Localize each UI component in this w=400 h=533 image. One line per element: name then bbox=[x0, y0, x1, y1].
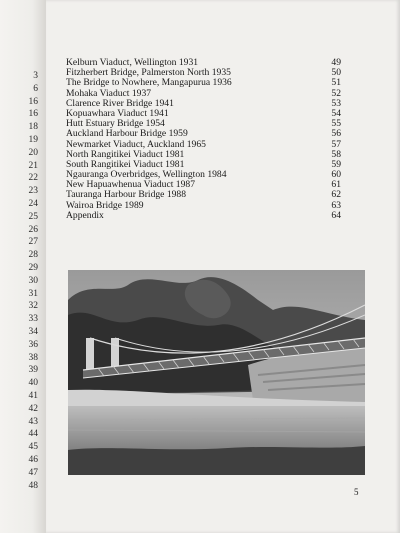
toc-entry-title: Clarence River Bridge 1941 bbox=[66, 98, 174, 109]
previous-page-number: 6 bbox=[33, 83, 38, 94]
previous-page-number: 48 bbox=[28, 480, 38, 491]
previous-page-number: 16 bbox=[28, 109, 38, 120]
previous-page-number: 42 bbox=[28, 403, 38, 414]
previous-page-number: 16 bbox=[28, 96, 38, 107]
toc-entry-page: 52 bbox=[331, 87, 341, 99]
toc-entry bbox=[66, 150, 341, 160]
toc-entry-title: Tauranga Harbour Bridge 1988 bbox=[66, 190, 187, 201]
page-number: 5 bbox=[354, 487, 359, 497]
toc-entry bbox=[66, 170, 341, 180]
toc-entry bbox=[66, 109, 341, 119]
toc-entry-title: Ngauranga Overbridges, Wellington 1984 bbox=[66, 170, 227, 181]
toc-entry bbox=[66, 129, 341, 139]
previous-page-number: 20 bbox=[28, 147, 38, 158]
toc-entry-title: Mohaka Viaduct 1937 bbox=[66, 88, 152, 99]
toc-entry-title: Wairoa Bridge 1989 bbox=[66, 200, 144, 211]
previous-page-number: 44 bbox=[28, 429, 38, 440]
previous-page-number: 34 bbox=[28, 327, 38, 337]
toc-entry-title: New Hapuawhenua Viaduct 1987 bbox=[66, 180, 195, 191]
previous-page-number: 39 bbox=[28, 365, 38, 376]
toc-entry-page: 60 bbox=[331, 169, 341, 181]
previous-page-number: 45 bbox=[28, 442, 38, 453]
previous-page-number: 25 bbox=[28, 211, 38, 222]
previous-page-number: 24 bbox=[28, 199, 38, 209]
bridge-photo-illustration bbox=[68, 270, 365, 475]
toc-entry bbox=[66, 140, 341, 150]
toc-entry-title: Hutt Estuary Bridge 1954 bbox=[66, 119, 165, 130]
previous-page-number: 46 bbox=[28, 455, 38, 465]
previous-page-number: 27 bbox=[28, 237, 38, 248]
toc-entry-title: Newmarket Viaduct, Auckland 1965 bbox=[66, 139, 206, 150]
toc-entry bbox=[66, 99, 341, 109]
toc-entry-title: South Rangitikei Viaduct 1981 bbox=[66, 159, 185, 170]
previous-page-number: 32 bbox=[28, 301, 38, 312]
previous-page-number: 3 bbox=[33, 71, 38, 81]
toc-entry-page: 56 bbox=[331, 128, 341, 140]
toc-entry-title: Auckland Harbour Bridge 1959 bbox=[66, 129, 188, 140]
toc-entry-title: Fitzherbert Bridge, Palmerston North 1935 bbox=[66, 68, 231, 79]
previous-page-number: 21 bbox=[28, 160, 38, 171]
previous-page-number: 40 bbox=[28, 378, 38, 389]
toc-entry-page: 59 bbox=[331, 158, 341, 170]
previous-page-number: 43 bbox=[28, 416, 38, 427]
toc-entry bbox=[66, 68, 341, 78]
toc-entry-title: Kelburn Viaduct, Wellington 1931 bbox=[66, 58, 199, 68]
previous-page-number: 26 bbox=[28, 224, 38, 235]
toc-entry-page: 57 bbox=[331, 138, 341, 150]
previous-page-number: 22 bbox=[28, 173, 38, 184]
previous-page-number: 47 bbox=[28, 467, 38, 478]
toc-entry-page: 49 bbox=[331, 57, 341, 68]
previous-page-number: 41 bbox=[28, 391, 38, 401]
toc-entry-title: Appendix bbox=[66, 210, 104, 221]
toc-entry-page: 53 bbox=[331, 97, 341, 109]
toc-entry bbox=[66, 78, 341, 88]
toc-entry-title: Kopuawhara Viaduct 1941 bbox=[66, 108, 169, 119]
toc-entry-page: 50 bbox=[331, 67, 341, 79]
toc-entry-page: 64 bbox=[331, 209, 341, 221]
previous-page-number: 28 bbox=[28, 250, 38, 261]
previous-page-number: 36 bbox=[28, 339, 38, 350]
toc-entry-page: 51 bbox=[331, 77, 341, 89]
toc-entry-page: 61 bbox=[331, 179, 341, 191]
toc-entry bbox=[66, 89, 341, 99]
previous-page-strip bbox=[0, 0, 46, 533]
toc-entry bbox=[66, 190, 341, 200]
suspension-bridge-photo bbox=[68, 270, 365, 475]
toc-entry-page: 58 bbox=[331, 148, 341, 160]
toc-entry-page: 55 bbox=[331, 118, 341, 130]
toc-entry bbox=[66, 160, 341, 170]
previous-page-number: 38 bbox=[28, 352, 38, 363]
toc-entry-title: North Rangitikei Viaduct 1981 bbox=[66, 149, 185, 160]
table-of-contents bbox=[66, 58, 341, 221]
previous-page-number: 23 bbox=[28, 186, 38, 197]
previous-page-number: 30 bbox=[28, 275, 38, 286]
toc-entry-page: 54 bbox=[331, 107, 341, 119]
toc-entry bbox=[66, 180, 341, 190]
previous-page-number: 33 bbox=[28, 314, 38, 325]
toc-entry-page: 63 bbox=[331, 199, 341, 211]
previous-page-number: 18 bbox=[28, 122, 38, 133]
toc-entry bbox=[66, 211, 341, 221]
toc-entry bbox=[66, 58, 341, 68]
toc-entry-title: The Bridge to Nowhere, Mangapurua 1936 bbox=[66, 78, 232, 89]
previous-page-number: 29 bbox=[28, 263, 38, 273]
toc-entry-page: 62 bbox=[331, 189, 341, 201]
previous-page-number: 19 bbox=[28, 135, 38, 145]
toc-entry bbox=[66, 119, 341, 129]
previous-page-number: 31 bbox=[28, 288, 38, 299]
toc-entry bbox=[66, 201, 341, 211]
